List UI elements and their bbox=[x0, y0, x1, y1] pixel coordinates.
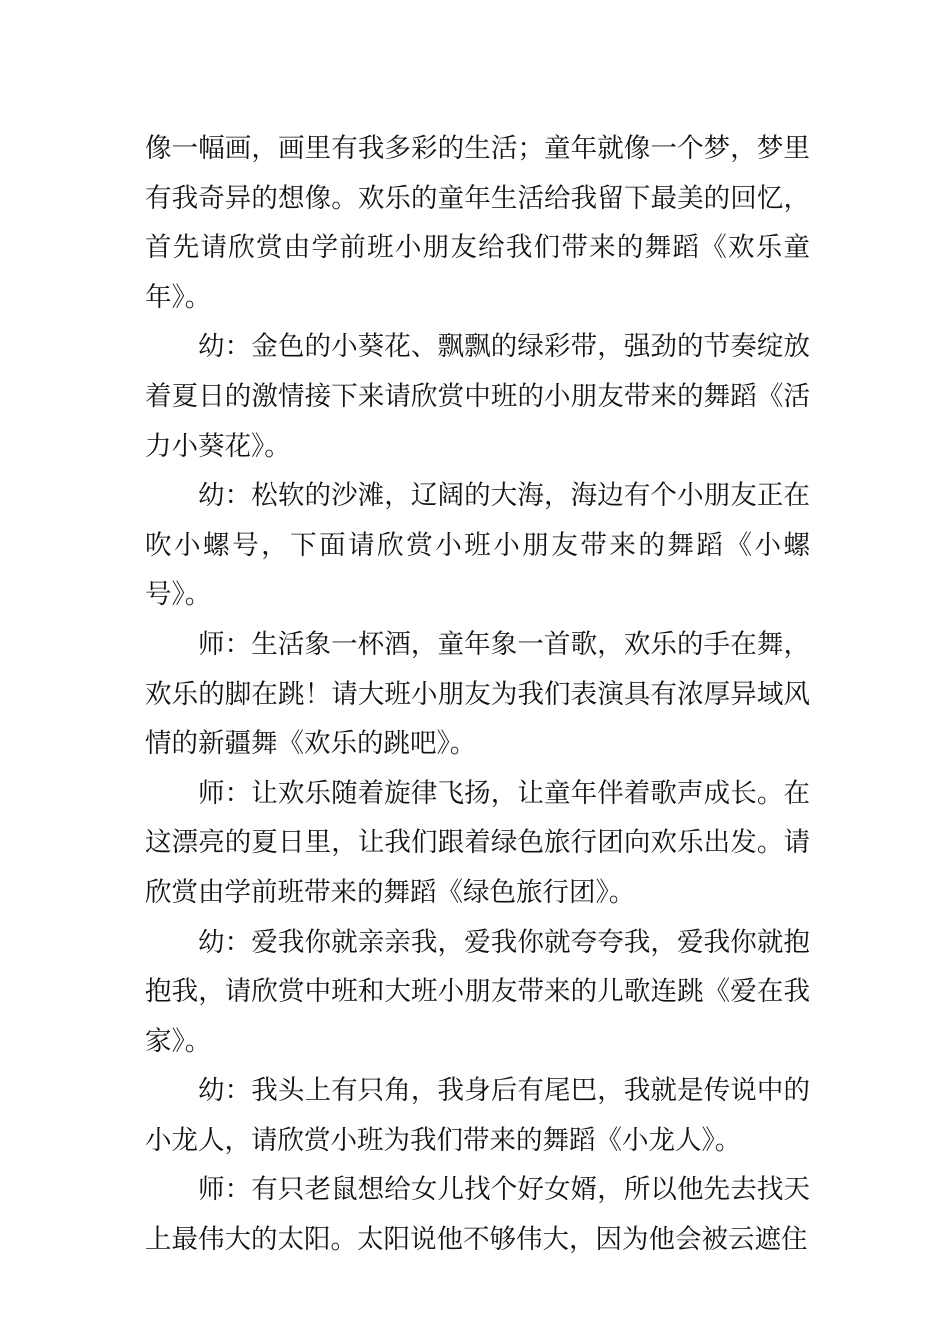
document-body bbox=[145, 124, 810, 1265]
paragraph-dragon: 幼：我头上有只角，我身后有尾巴，我就是传说中的小龙人，请欣赏小班为我们带来的舞蹈《小龙人》。 bbox=[145, 1075, 810, 1156]
paragraph-mouse-story: 师：有只老鼠想给女儿找个好女婿，所以他先去找天上最伟大的太阳。太阳说他不够伟大，因为他会被云遮住 bbox=[145, 1174, 810, 1256]
paragraph-love-home: 幼：爱我你就亲亲我，爱我你就夸夸我，爱我你就抱抱我，请欣赏中班和大班小朋友带来的儿歌连跳《爱在我家》。 bbox=[145, 926, 810, 1057]
paragraph-conch: 幼：松软的沙滩，辽阔的大海，海边有个小朋友正在吹小螺号，下面请欣赏小班小朋友带来的舞蹈《小螺号》。 bbox=[145, 480, 810, 611]
paragraph-sunflower: 幼：金色的小葵花、飘飘的绿彩带，强劲的节奏绽放着夏日的激情接下来请欣赏中班的小朋友带来的舞蹈《活力小葵花》。 bbox=[145, 331, 810, 462]
paragraph-xinjiang-dance: 师：生活象一杯酒，童年象一首歌，欢乐的手在舞，欢乐的脚在跳！请大班小朋友为我们表演具有浓厚异域风情的新疆舞《欢乐的跳吧》。 bbox=[145, 628, 810, 760]
paragraph-green-tour: 师：让欢乐随着旋律飞扬，让童年伴着歌声成长。在这漂亮的夏日里，让我们跟着绿色旅行团向欢乐出发。请欣赏由学前班带来的舞蹈《绿色旅行团》。 bbox=[145, 777, 810, 908]
paragraph-continuation: 像一幅画，画里有我多彩的生活；童年就像一个梦，梦里有我奇异的想像。欢乐的童年生活给我留下最美的回忆，首先请欣赏由学前班小朋友给我们带来的舞蹈《欢乐童年》。 bbox=[145, 133, 810, 313]
